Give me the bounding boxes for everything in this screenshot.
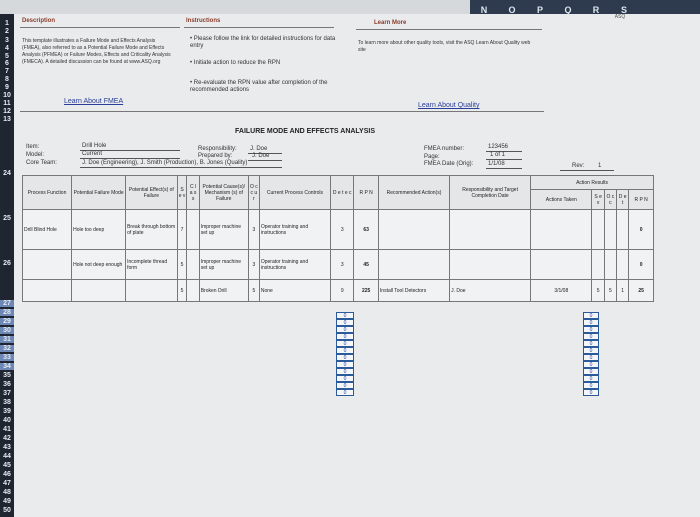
cell-resp[interactable] [450, 250, 531, 280]
row-number[interactable]: 49 [3, 498, 11, 505]
row-number[interactable]: 32 [0, 345, 14, 352]
zero-cell[interactable]: 0 [336, 354, 354, 361]
zero-cell[interactable]: 0 [583, 333, 599, 340]
cell-class[interactable] [187, 250, 199, 280]
cell-effect[interactable]: Break through bottom of plate [126, 210, 178, 250]
cell-resp[interactable]: J. Doe [450, 280, 531, 302]
core-team-underline [80, 167, 282, 168]
row-number[interactable]: 37 [3, 390, 11, 397]
zero-cell[interactable]: 0 [336, 375, 354, 382]
cell-d[interactable] [617, 250, 629, 280]
header-class: C l a s s [187, 176, 199, 210]
cell-r[interactable]: 0 [629, 210, 654, 250]
fmea-date-value[interactable]: 1/1/08 [488, 161, 505, 167]
zero-cell[interactable]: 0 [583, 326, 599, 333]
prepared-by-label: Prepared by: [198, 153, 233, 159]
page-value[interactable]: 1 of 1 [490, 152, 506, 158]
cell-taken[interactable]: 3/1/08 [531, 280, 592, 302]
row-number[interactable]: 45 [3, 462, 11, 469]
cell-occ[interactable]: 5 [248, 280, 259, 302]
row-number[interactable]: 33 [0, 354, 14, 361]
cell-rpn[interactable]: 63 [354, 210, 379, 250]
zero-cell[interactable]: 0 [583, 361, 599, 368]
header-causes: Potential Cause(s)/ Mechanism (s) of Failure [199, 176, 248, 210]
row-number[interactable]: 13 [3, 116, 11, 123]
description-text: This template illustrates a Failure Mode and Effects Analysis (FMEA), also referred to as a Potential Failure Mode and Effects Analysis (PFMEA) or Failure Modes, Effects and Criticality Analysis (FMECA). A detailed discussion can be found at www.ASQ.org [22, 38, 171, 65]
column-o[interactable]: O [508, 5, 516, 15]
row-number[interactable]: 7 [5, 68, 9, 75]
instructions-title: Instructions [186, 18, 221, 24]
learn-more-text: To learn more about other quality tools, visit the ASQ Learn About Quality web site [358, 40, 531, 53]
prepared-by-value[interactable]: J. Doe [252, 153, 270, 159]
model-label: Model: [26, 152, 45, 158]
zero-cell[interactable]: 0 [583, 347, 599, 354]
cell-occ[interactable]: 3 [248, 210, 259, 250]
row-number[interactable]: 41 [3, 426, 11, 433]
row-number[interactable]: 10 [3, 92, 11, 99]
zero-cell[interactable]: 0 [336, 319, 354, 326]
cell-resp[interactable] [450, 210, 531, 250]
cell-taken[interactable] [531, 210, 592, 250]
cell-effect[interactable] [126, 280, 178, 302]
fmea-number-value[interactable]: 123456 [488, 144, 509, 150]
core-team-value[interactable]: J. Doe (Engineering), J. Smith (Production), B. Jones (Quality) [82, 160, 248, 166]
cell-mode[interactable]: Hole too deep [72, 210, 126, 250]
header-s: S e v [592, 190, 604, 210]
row-number[interactable]: 8 [5, 76, 9, 83]
header-o: O c c [604, 190, 616, 210]
row-number[interactable]: 36 [3, 381, 11, 388]
header-action-results: Action Results [531, 176, 654, 190]
zero-cell[interactable]: 0 [583, 354, 599, 361]
header-controls: Current Process Controls [259, 176, 330, 210]
zero-cell[interactable]: 0 [336, 326, 354, 333]
prepared-by-underline [248, 160, 282, 161]
rpn-zero-column [336, 312, 354, 396]
row-number[interactable]: 24 [3, 170, 11, 177]
cell-r[interactable]: 25 [629, 280, 654, 302]
row-number[interactable]: 6 [5, 60, 9, 67]
header-detec: D e t e c [331, 176, 354, 210]
cell-function[interactable] [23, 250, 72, 280]
asq-logo: ASQ [614, 14, 626, 20]
header-sev: S e v [177, 176, 187, 210]
zero-cell[interactable]: 0 [583, 340, 599, 347]
row-number[interactable]: 35 [3, 372, 11, 379]
row-number[interactable]: 42 [3, 435, 11, 442]
row-number[interactable]: 40 [3, 417, 11, 424]
cell-rpn[interactable]: 45 [354, 250, 379, 280]
cell-rec[interactable]: Install Tool Detectors [378, 280, 449, 302]
row-number[interactable]: 11 [3, 100, 11, 107]
header-process-function: Process Function [23, 176, 72, 210]
responsibility-label: Responsibility: [198, 146, 237, 152]
row-number[interactable]: 26 [3, 260, 11, 267]
column-header-selected [470, 0, 700, 14]
fmea-number-label: FMEA number: [424, 146, 465, 152]
cell-rpn[interactable]: 225 [354, 280, 379, 302]
row-number[interactable]: 5 [5, 53, 9, 60]
zero-cell[interactable]: 0 [336, 333, 354, 340]
cell-det[interactable]: 3 [331, 250, 354, 280]
row-number[interactable]: 3 [5, 37, 9, 44]
cell-function[interactable]: Drill Blind Hole [23, 210, 72, 250]
description-rule [20, 27, 180, 28]
row-number[interactable]: 43 [3, 444, 11, 451]
row-number[interactable]: 47 [3, 480, 11, 487]
rev-value[interactable]: 1 [598, 163, 602, 169]
row-number[interactable]: 12 [3, 108, 11, 115]
cell-sev[interactable]: 7 [177, 210, 187, 250]
row-number[interactable]: 39 [3, 408, 11, 415]
column-n[interactable]: N [480, 5, 488, 15]
zero-cell[interactable]: 0 [336, 312, 354, 319]
row-number[interactable]: 2 [5, 28, 9, 35]
page-underline [486, 159, 522, 160]
header-responsibility: Responsibility and Target Completion Date [450, 176, 531, 210]
cell-det[interactable]: 3 [331, 210, 354, 250]
zero-cell[interactable]: 0 [583, 375, 599, 382]
learn-more-title: Learn More [374, 20, 407, 26]
header-d: D e t [617, 190, 629, 210]
fmea-table [22, 175, 654, 302]
row-number[interactable]: 4 [5, 45, 9, 52]
cell-control[interactable]: Operator training and instructions [259, 250, 330, 280]
cell-rec[interactable] [378, 250, 449, 280]
cell-cause[interactable]: Improper machine set up [199, 210, 248, 250]
cell-taken[interactable] [531, 250, 592, 280]
header-failure-mode: Potential Failure Mode [72, 176, 126, 210]
table-row [23, 210, 654, 250]
cell-r[interactable]: 0 [629, 250, 654, 280]
cell-mode[interactable] [72, 280, 126, 302]
instructions-rule [184, 27, 334, 28]
cell-s[interactable] [592, 210, 604, 250]
cell-function[interactable] [23, 280, 72, 302]
table-row [23, 250, 654, 280]
header-recommended: Recommended Action(s) [378, 176, 449, 210]
header-r: R P N [629, 190, 654, 210]
cell-det[interactable]: 9 [331, 280, 354, 302]
cell-sev[interactable]: 5 [177, 280, 187, 302]
model-underline [80, 158, 180, 159]
cell-cause[interactable]: Broken Drill [199, 280, 248, 302]
row-number[interactable]: 9 [5, 84, 9, 91]
row-number[interactable]: 48 [3, 489, 11, 496]
page-label: Page: [424, 154, 440, 160]
cell-sev[interactable]: 5 [177, 250, 187, 280]
row-number[interactable]: 44 [3, 453, 11, 460]
zero-cell[interactable]: 0 [583, 368, 599, 375]
row-number[interactable]: 1 [5, 20, 9, 27]
zero-cell[interactable]: 0 [336, 361, 354, 368]
item-value[interactable]: Drill Hole [82, 143, 107, 149]
row-number[interactable]: 34 [0, 363, 14, 370]
zero-cell[interactable]: 0 [336, 382, 354, 389]
cell-d[interactable]: 1 [617, 280, 629, 302]
instruction-item-3: • Re-evaluate the RPN value after completion of the recommended actions [190, 80, 328, 93]
cell-s[interactable] [592, 250, 604, 280]
row-number[interactable]: 38 [3, 399, 11, 406]
learn-more-rule [356, 29, 542, 30]
description-title: Description [22, 18, 56, 24]
row-number[interactable]: 50 [3, 507, 11, 514]
cell-o[interactable] [604, 250, 616, 280]
row-number[interactable]: 31 [0, 336, 14, 343]
item-label: Item: [26, 144, 40, 150]
header-divider [20, 111, 544, 112]
row-number[interactable]: 46 [3, 471, 11, 478]
header-actions-taken: Actions Taken [531, 190, 592, 210]
column-header-bar [0, 0, 700, 14]
zero-cell[interactable]: 0 [336, 340, 354, 347]
cell-effect[interactable]: Incomplete thread form [126, 250, 178, 280]
instruction-item-1: • Please follow the link for detailed instructions for data entry [190, 36, 336, 49]
cell-s[interactable]: 5 [592, 280, 604, 302]
row-number[interactable]: 28 [0, 309, 14, 316]
cell-class[interactable] [187, 280, 199, 302]
column-q[interactable]: Q [564, 5, 572, 15]
column-r[interactable]: R [592, 5, 600, 15]
cell-control[interactable]: Operator training and instructions [259, 210, 330, 250]
row-number-gutter [0, 14, 14, 517]
fmea-title: FAILURE MODE AND EFFECTS ANALYSIS [235, 128, 376, 135]
rev-underline [560, 170, 614, 171]
fmea-date-label: FMEA Date (Orig): [424, 161, 474, 167]
cell-occ[interactable]: 3 [248, 250, 259, 280]
cell-class[interactable] [187, 210, 199, 250]
cell-o[interactable] [604, 210, 616, 250]
rev-label: Rev: [572, 163, 585, 169]
cell-d[interactable] [617, 210, 629, 250]
zero-cell[interactable]: 0 [336, 347, 354, 354]
model-value[interactable]: Current [82, 151, 103, 157]
row-number[interactable]: 25 [3, 215, 11, 222]
table-row [23, 280, 654, 302]
header-rpn: R P N [354, 176, 379, 210]
zero-cell[interactable]: 0 [583, 319, 599, 326]
column-s[interactable]: S [620, 5, 627, 15]
cell-o[interactable]: 5 [604, 280, 616, 302]
row-number[interactable]: 30 [0, 327, 14, 334]
cell-control[interactable]: None [259, 280, 330, 302]
zero-cell[interactable]: 0 [336, 389, 354, 396]
result-rpn-zero-column [583, 312, 599, 396]
zero-cell[interactable]: 0 [583, 389, 599, 396]
learn-about-quality-link[interactable]: Learn About Quality [418, 102, 480, 109]
responsibility-value[interactable]: J. Doe [250, 146, 268, 152]
instruction-item-2: • Initiate action to reduce the RPN [190, 60, 281, 66]
core-team-label: Core Team: [26, 160, 57, 166]
learn-about-fmea-link[interactable]: Learn About FMEA [64, 98, 124, 105]
zero-cell[interactable]: 0 [336, 368, 354, 375]
cell-cause[interactable]: Improper machine set up [199, 250, 248, 280]
zero-cell[interactable]: 0 [583, 382, 599, 389]
cell-rec[interactable] [378, 210, 449, 250]
header-effects: Potential Effect(s) of Failure [126, 176, 178, 210]
row-number[interactable]: 29 [0, 318, 14, 325]
fmea-date-underline [486, 168, 522, 169]
table-header-row-1 [23, 176, 654, 190]
cell-mode[interactable]: Hole not deep enough [72, 250, 126, 280]
row-number[interactable]: 27 [0, 300, 14, 307]
header-occur: O c c u r [248, 176, 259, 210]
zero-cell[interactable]: 0 [583, 312, 599, 319]
column-p[interactable]: P [536, 5, 543, 15]
